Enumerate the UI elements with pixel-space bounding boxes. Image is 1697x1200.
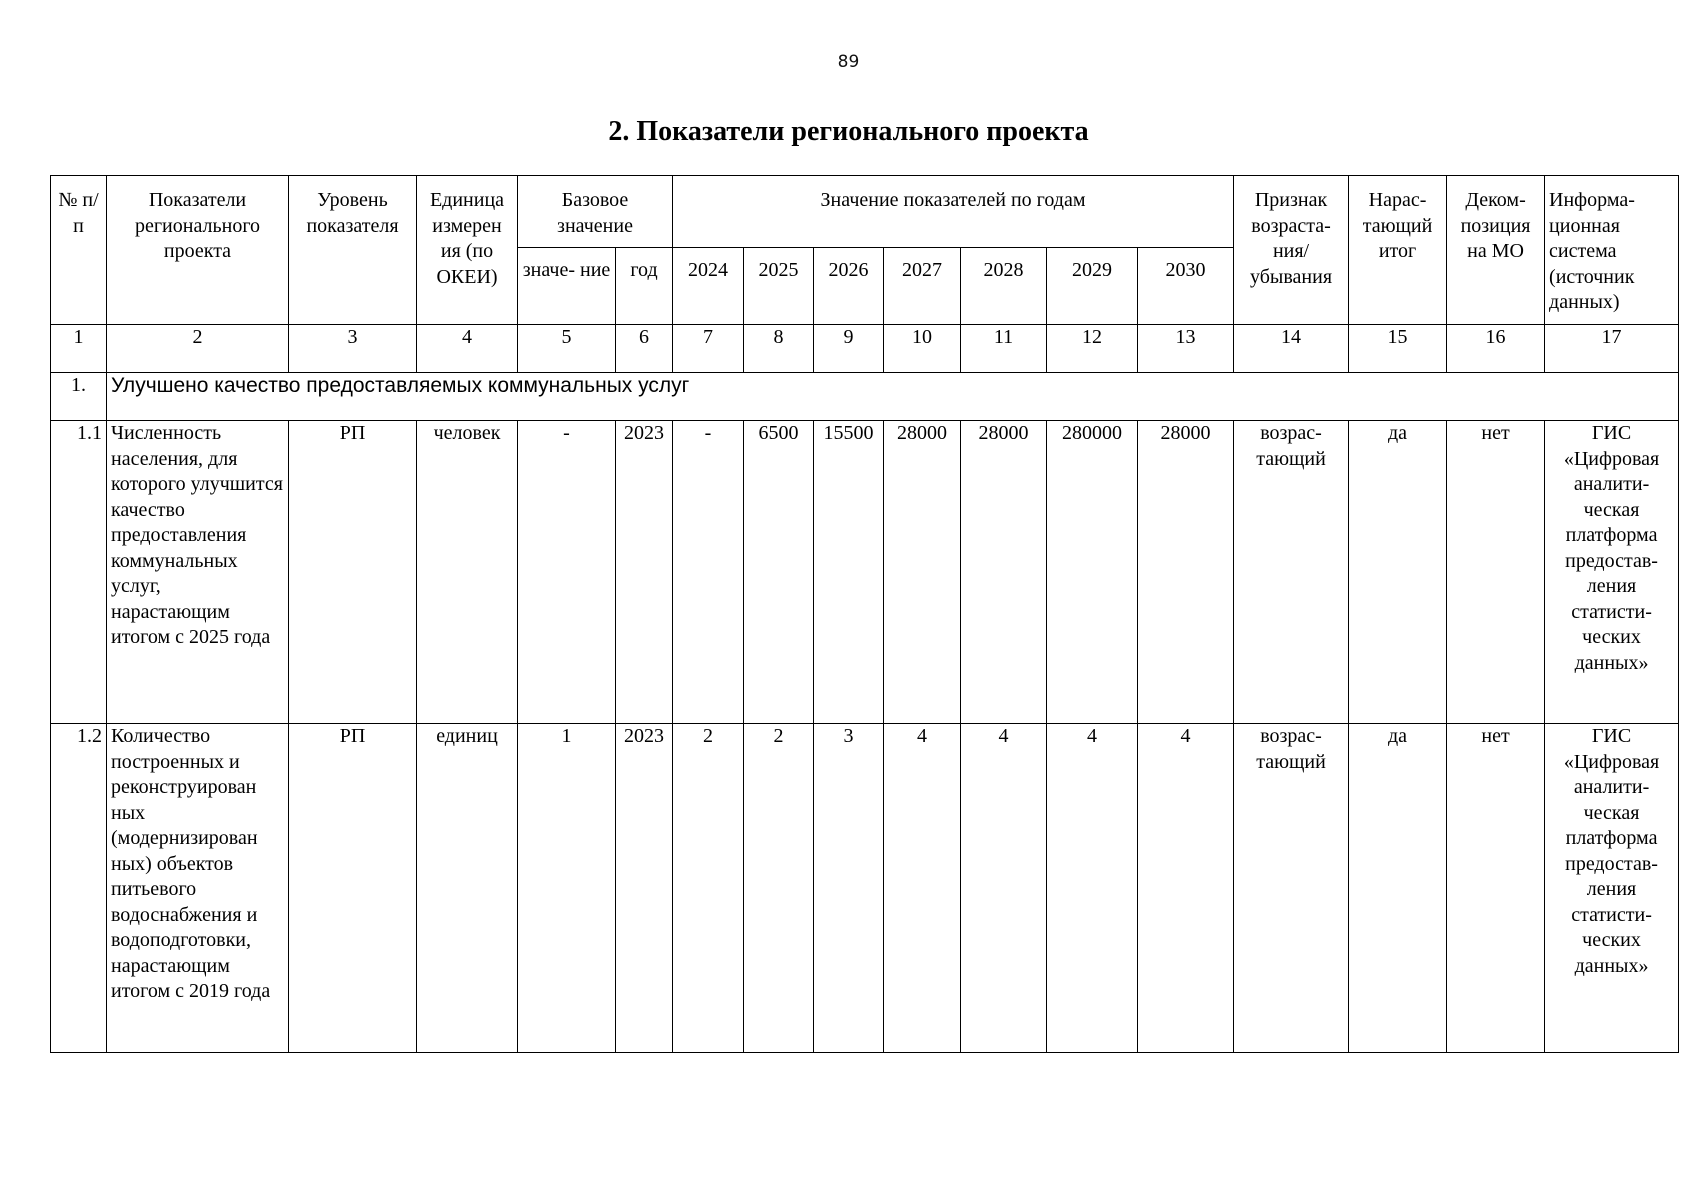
row-base-year: 2023 (616, 421, 673, 724)
row-value-2030: 4 (1138, 724, 1234, 1053)
row-num: 1.2 (51, 724, 107, 1053)
column-number: 6 (616, 325, 673, 373)
row-value-2027: 28000 (884, 421, 961, 724)
column-numbers-row (51, 325, 1679, 373)
column-number: 2 (107, 325, 289, 373)
column-number: 16 (1447, 325, 1545, 373)
header-level: Уровень показателя (289, 176, 417, 325)
row-value-2026: 15500 (814, 421, 884, 724)
header-unit: Единица измерен ия (по ОКЕИ) (417, 176, 518, 325)
row-num: 1.1 (51, 421, 107, 724)
row-value-2027: 4 (884, 724, 961, 1053)
row-trend: возрас- тающий (1234, 724, 1349, 1053)
page-title: 2. Показатели регионального проекта (608, 116, 1089, 147)
header-values-by-year: Значение показателей по годам (673, 176, 1234, 248)
header-trend: Признак возраста- ния/ убывания (1234, 176, 1349, 325)
section-num: 1. (51, 373, 107, 421)
section-title: Улучшено качество предоставляемых коммунальных услуг (107, 373, 1679, 421)
header-year-2029: 2029 (1047, 248, 1138, 325)
row-indicator-name: Количество построенных и реконструирован ных (модернизирован ных) объектов питьевого водоснабжения и водоподготовки, нарастающим итогом с 2019 года (107, 724, 289, 1053)
column-number: 11 (961, 325, 1047, 373)
row-decomposition: нет (1447, 421, 1545, 724)
header-year-2030: 2030 (1138, 248, 1234, 325)
row-value-2028: 28000 (961, 421, 1047, 724)
row-level: РП (289, 724, 417, 1053)
column-number: 13 (1138, 325, 1234, 373)
row-base-value: 1 (518, 724, 616, 1053)
row-value-2024: 2 (673, 724, 744, 1053)
row-info-system: ГИС «Цифровая аналити- ческая платформа предостав- ления статисти- ческих данных» (1545, 421, 1679, 724)
header-indicators: Показатели регионального проекта (107, 176, 289, 325)
column-number: 9 (814, 325, 884, 373)
column-number: 8 (744, 325, 814, 373)
row-level: РП (289, 421, 417, 724)
column-number: 10 (884, 325, 961, 373)
column-number: 12 (1047, 325, 1138, 373)
column-number: 15 (1349, 325, 1447, 373)
page-number: 89 (837, 52, 860, 72)
header-num: № п/п (51, 176, 107, 325)
header-year-2028: 2028 (961, 248, 1047, 325)
header-year-2027: 2027 (884, 248, 961, 325)
row-unit: единиц (417, 724, 518, 1053)
section-row (51, 373, 1679, 421)
row-base-value: - (518, 421, 616, 724)
header-year-2025: 2025 (744, 248, 814, 325)
header-base-value: Базовое значение (518, 176, 673, 248)
row-cumulative: да (1349, 724, 1447, 1053)
row-value-2025: 6500 (744, 421, 814, 724)
row-value-2030: 28000 (1138, 421, 1234, 724)
row-base-year: 2023 (616, 724, 673, 1053)
header-cumulative: Нарас- тающий итог (1349, 176, 1447, 325)
row-decomposition: нет (1447, 724, 1545, 1053)
row-cumulative: да (1349, 421, 1447, 724)
row-value-2024: - (673, 421, 744, 724)
row-info-system: ГИС «Цифровая аналити- ческая платформа предостав- ления статисти- ческих данных» (1545, 724, 1679, 1053)
header-base-value-year: год (616, 248, 673, 325)
indicators-table (50, 175, 1679, 1053)
column-number: 5 (518, 325, 616, 373)
header-base-value-value: значе- ние (518, 248, 616, 325)
column-number: 4 (417, 325, 518, 373)
table-row (51, 421, 1679, 724)
row-value-2025: 2 (744, 724, 814, 1053)
row-trend: возрас- тающий (1234, 421, 1349, 724)
header-row-top (51, 176, 1679, 248)
column-number: 7 (673, 325, 744, 373)
row-value-2029: 4 (1047, 724, 1138, 1053)
row-unit: человек (417, 421, 518, 724)
row-value-2029: 280000 (1047, 421, 1138, 724)
column-number: 1 (51, 325, 107, 373)
row-value-2026: 3 (814, 724, 884, 1053)
header-year-2024: 2024 (673, 248, 744, 325)
header-decomposition: Деком- позиция на МО (1447, 176, 1545, 325)
column-number: 14 (1234, 325, 1349, 373)
header-year-2026: 2026 (814, 248, 884, 325)
header-info-system: Информа- ционная система (источник данных) (1545, 176, 1679, 325)
column-number: 17 (1545, 325, 1679, 373)
row-indicator-name: Численность населения, для которого улучшится качество предоставления коммунальных услуг, нарастающим итогом с 2025 года (107, 421, 289, 724)
table-row (51, 724, 1679, 1053)
row-value-2028: 4 (961, 724, 1047, 1053)
column-number: 3 (289, 325, 417, 373)
